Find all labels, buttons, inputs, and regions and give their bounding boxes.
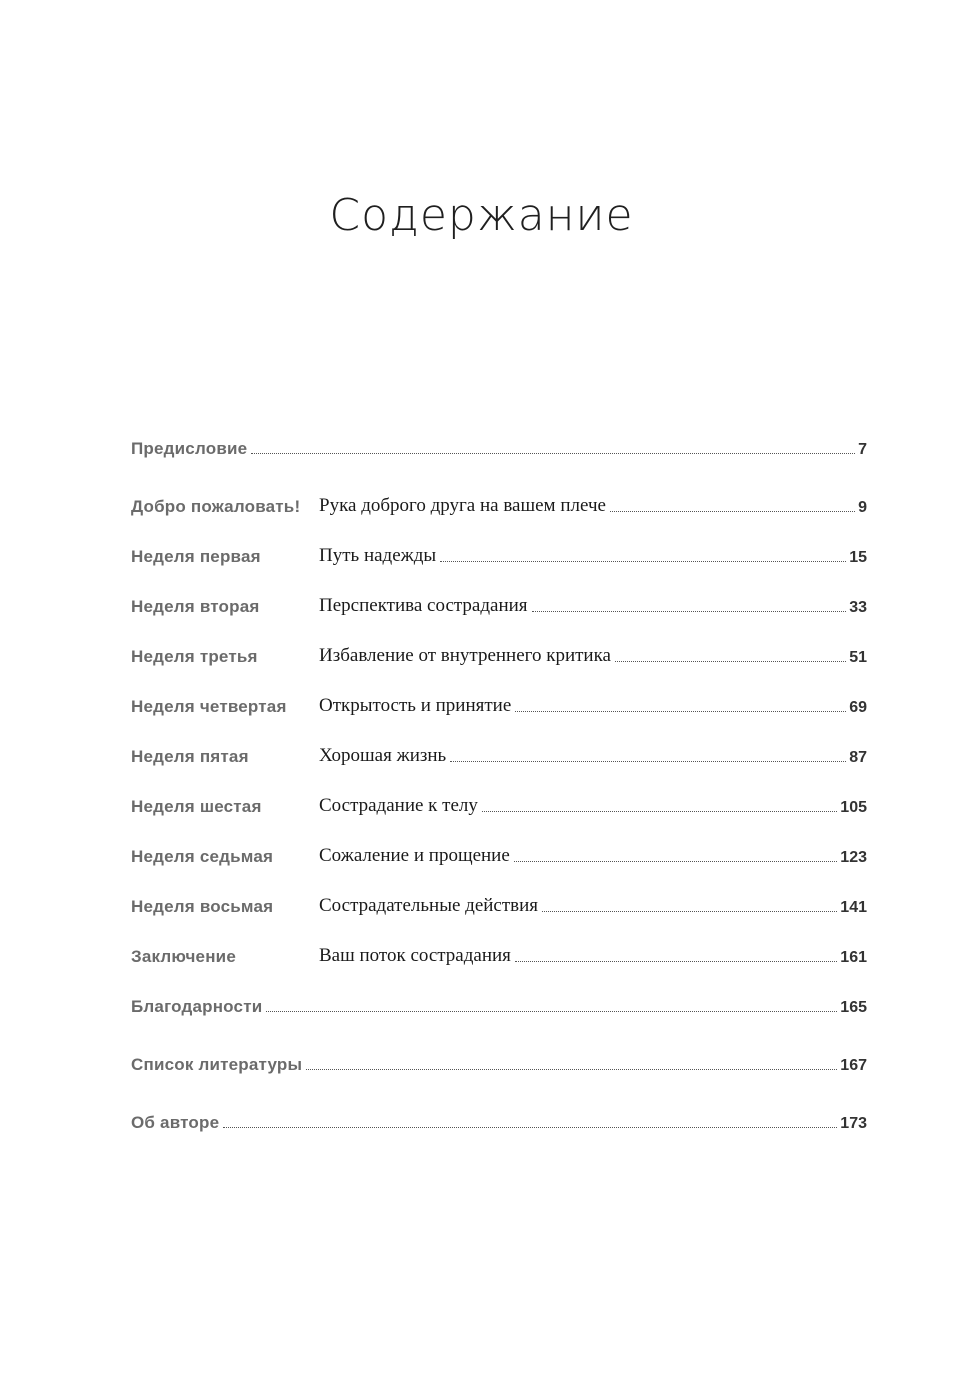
toc-title: Сострадание к телу	[319, 795, 478, 816]
dot-leader	[482, 810, 837, 812]
toc-title: Открытость и принятие	[319, 695, 512, 716]
dot-leader	[532, 610, 847, 612]
toc-label: Неделя пятая	[131, 747, 249, 766]
toc-title: Перспектива сострадания	[319, 595, 528, 616]
toc-entry-week-3[interactable]	[131, 641, 867, 667]
toc-title: Хорошая жизнь	[319, 745, 447, 766]
dot-leader	[450, 760, 846, 762]
dot-leader	[440, 560, 846, 562]
page-number: 33	[849, 599, 867, 616]
toc-title: Сострадательные действия	[319, 895, 539, 916]
toc-entry-conclusion[interactable]	[131, 941, 867, 967]
page-number: 69	[849, 699, 867, 716]
dot-leader	[542, 910, 837, 912]
toc-label: Неделя шестая	[131, 797, 262, 816]
toc-label: Неделя восьмая	[131, 897, 274, 916]
toc-entry-week-7[interactable]	[131, 841, 867, 867]
page-number: 51	[849, 649, 867, 666]
toc-entry-week-1[interactable]	[131, 541, 867, 567]
dot-leader	[515, 710, 846, 712]
toc-label: Неделя первая	[131, 547, 261, 566]
toc-entry-week-2[interactable]	[131, 591, 867, 617]
toc-label: Неделя четвертая	[131, 697, 287, 716]
toc-label: Неделя вторая	[131, 597, 260, 616]
dot-leader	[306, 1068, 837, 1070]
toc-label: Благодарности	[131, 997, 263, 1016]
toc-entry-welcome[interactable]	[131, 491, 867, 517]
page-number: 9	[858, 499, 867, 516]
dot-leader	[266, 1010, 837, 1012]
page-number: 105	[840, 799, 867, 816]
page-number: 15	[849, 549, 867, 566]
dot-leader	[615, 660, 846, 662]
toc-title: Избавление от внутреннего критика	[319, 645, 611, 666]
dot-leader	[610, 510, 855, 512]
page-title: Содержание	[329, 190, 634, 241]
toc-entry-week-6[interactable]	[131, 791, 867, 817]
toc-entry-week-8[interactable]	[131, 891, 867, 917]
page-number: 161	[840, 949, 867, 966]
toc-label: Предисловие	[131, 439, 248, 458]
toc-label: Об авторе	[131, 1113, 220, 1132]
toc-title: Сожаление и прощение	[319, 845, 510, 866]
toc-label: Неделя третья	[131, 647, 258, 666]
toc-title: Путь надежды	[319, 545, 437, 566]
page-number: 167	[840, 1057, 867, 1074]
toc-entry-about-author[interactable]	[131, 1107, 867, 1133]
dot-leader	[514, 860, 838, 862]
toc-entry-bibliography[interactable]	[131, 1049, 867, 1075]
toc-label: Неделя седьмая	[131, 847, 274, 866]
toc-entry-week-4[interactable]	[131, 691, 867, 717]
page-number: 123	[840, 849, 867, 866]
page-number: 87	[849, 749, 867, 766]
toc-label: Список литературы	[131, 1055, 303, 1074]
page-number: 141	[840, 899, 867, 916]
page-number: 173	[840, 1115, 867, 1132]
toc-entry-acknowledgements[interactable]	[131, 991, 867, 1017]
toc-entry-preface[interactable]	[131, 433, 867, 459]
toc-label: Добро пожаловать!	[131, 497, 301, 516]
dot-leader	[251, 452, 855, 454]
page-number: 165	[840, 999, 867, 1016]
toc-entry-week-5[interactable]	[131, 741, 867, 767]
dot-leader	[515, 960, 837, 962]
page-number: 7	[858, 441, 867, 458]
dot-leader	[223, 1126, 837, 1128]
toc-title: Рука доброго друга на вашем плече	[319, 495, 606, 516]
toc-label: Заключение	[131, 947, 236, 966]
toc-title: Ваш поток сострадания	[319, 945, 511, 966]
